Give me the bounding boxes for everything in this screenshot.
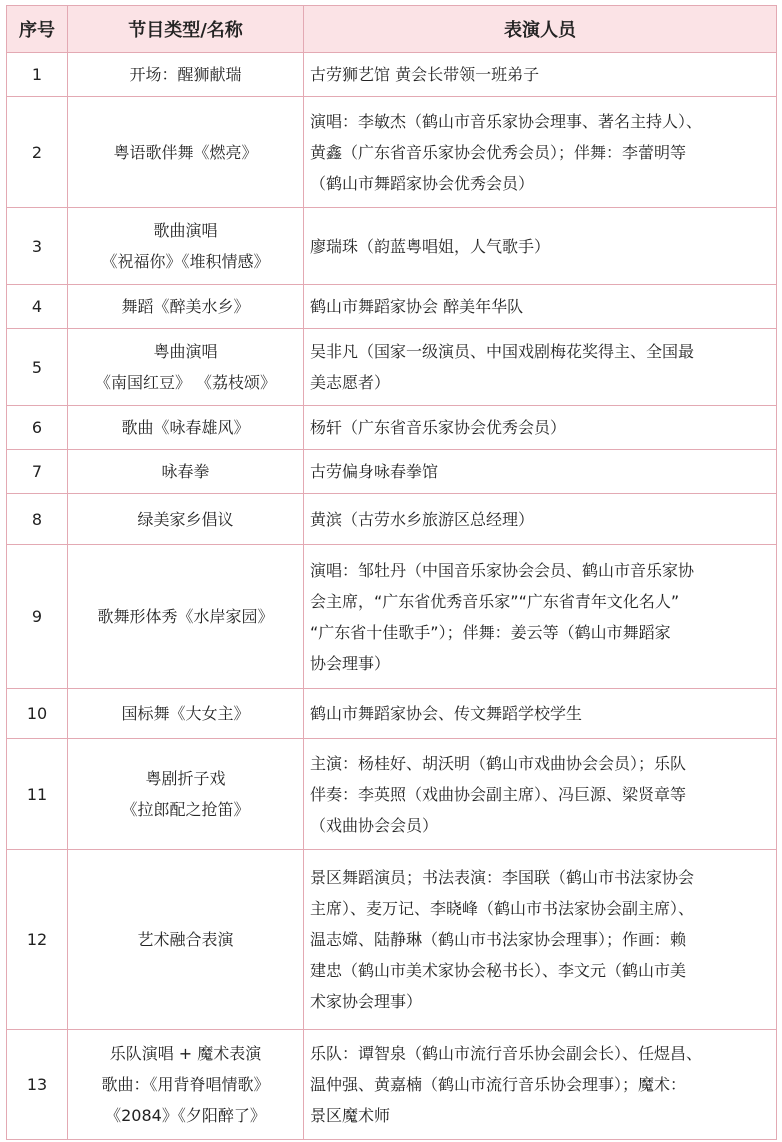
row-number: 6 bbox=[7, 406, 68, 450]
performers-cell bbox=[304, 285, 777, 329]
program-name-cell bbox=[68, 208, 304, 285]
table-row bbox=[7, 494, 777, 545]
program-name-cell bbox=[68, 450, 304, 494]
performers-line: “广东省十佳歌手”）；伴舞：姜云等（鹤山市舞蹈家 bbox=[310, 622, 671, 642]
program-name-line: 《拉郎配之抢笛》 bbox=[121, 800, 250, 819]
program-name-line: 粤剧折子戏 bbox=[145, 769, 226, 788]
performers-cell bbox=[304, 97, 777, 208]
table-row bbox=[7, 53, 777, 97]
performers-line: 伴奏：李英照（戏曲协会副主席）、冯巨源、梁贤章等 bbox=[310, 784, 687, 804]
table-row bbox=[7, 1030, 777, 1140]
performers-line: 鹤山市舞蹈家协会 醉美年华队 bbox=[310, 297, 524, 316]
performers-line: 建忠（鹤山市美术家协会秘书长）、李文元（鹤山市美 bbox=[310, 961, 687, 980]
program-name-cell bbox=[68, 329, 304, 406]
table-row bbox=[7, 406, 777, 450]
performers-line: 美志愿者） bbox=[310, 373, 391, 392]
row-number: 10 bbox=[7, 689, 68, 739]
performers-line: （鹤山市舞蹈家协会优秀会员） bbox=[310, 173, 535, 193]
performers-cell bbox=[304, 329, 777, 406]
performers-cell bbox=[304, 494, 777, 545]
performers-line: 乐队：谭智泉（鹤山市流行音乐协会副会长）、任煜昌、 bbox=[310, 1044, 703, 1063]
performers-line: 吴非凡（国家一级演员、中国戏剧梅花奖得主、全国最 bbox=[310, 342, 695, 361]
performers-line: 温志嫦、陆静琳（鹤山市书法家协会理事）；作画：赖 bbox=[310, 930, 687, 949]
program-name-cell bbox=[68, 1030, 304, 1140]
performers-cell bbox=[304, 739, 777, 850]
table-row bbox=[7, 450, 777, 494]
table-row bbox=[7, 97, 777, 208]
performers-line: 黄滨（古劳水乡旅游区总经理） bbox=[310, 509, 535, 529]
performers-cell bbox=[304, 208, 777, 285]
performers-cell bbox=[304, 850, 777, 1030]
performers-line: 景区魔术师 bbox=[310, 1106, 391, 1125]
program-name-line: 舞蹈《醉美水乡》 bbox=[121, 297, 250, 316]
performers-line: 鹤山市舞蹈家协会、传文舞蹈学校学生 bbox=[310, 704, 583, 723]
program-name-line: 开场：醒狮献瑞 bbox=[129, 65, 242, 84]
program-name-cell bbox=[68, 689, 304, 739]
header-no: 序号 bbox=[7, 6, 68, 53]
row-number: 7 bbox=[7, 450, 68, 494]
performers-line: 主席）、麦万记、李晓峰（鹤山市书法家协会副主席）、 bbox=[310, 899, 695, 918]
program-name-cell bbox=[68, 285, 304, 329]
row-number: 12 bbox=[7, 850, 68, 1030]
performers-line: 温仲强、黄嘉楠（鹤山市流行音乐协会理事）；魔术： bbox=[310, 1075, 687, 1094]
table-row bbox=[7, 545, 777, 689]
row-number: 2 bbox=[7, 97, 68, 208]
performers-line: 协会理事） bbox=[310, 653, 391, 673]
program-table bbox=[6, 5, 777, 1140]
program-name-line: 粤语歌伴舞《燃亮》 bbox=[113, 142, 258, 162]
program-name-line: 绿美家乡倡议 bbox=[137, 509, 234, 529]
program-name-line: 粤曲演唱 bbox=[153, 342, 218, 361]
row-number: 5 bbox=[7, 329, 68, 406]
row-number: 1 bbox=[7, 53, 68, 97]
row-number: 9 bbox=[7, 545, 68, 689]
performers-cell bbox=[304, 689, 777, 739]
program-name-line: 艺术融合表演 bbox=[137, 930, 234, 949]
program-name-line: 歌曲：《用背脊唱情歌》 bbox=[101, 1075, 270, 1094]
row-number: 8 bbox=[7, 494, 68, 545]
program-name-line: 歌曲《咏春雄风》 bbox=[121, 418, 250, 437]
program-name-cell bbox=[68, 494, 304, 545]
program-rows bbox=[7, 53, 777, 1140]
program-name-cell bbox=[68, 545, 304, 689]
table-row bbox=[7, 285, 777, 329]
performers-line: 古劳偏身咏春拳馆 bbox=[310, 462, 439, 481]
program-name-cell bbox=[68, 739, 304, 850]
performers-cell bbox=[304, 53, 777, 97]
performers-line: 景区舞蹈演员；书法表演：李国联（鹤山市书法家协会 bbox=[310, 868, 695, 887]
performers-line: 演唱：邹牡丹（中国音乐家协会会员、鹤山市音乐家协 bbox=[310, 560, 695, 580]
performers-line: 黄鑫（广东省音乐家协会优秀会员）；伴舞：李蕾明等 bbox=[310, 142, 687, 162]
program-name-line: 歌曲演唱 bbox=[153, 221, 218, 240]
table-row bbox=[7, 739, 777, 850]
performers-line: 会主席，“广东省优秀音乐家”“广东省青年文化名人” bbox=[310, 591, 680, 611]
program-name-line: 乐队演唱 + 魔术表演 bbox=[109, 1044, 262, 1063]
table-row bbox=[7, 850, 777, 1030]
program-name-cell bbox=[68, 850, 304, 1030]
row-number: 11 bbox=[7, 739, 68, 850]
row-number: 13 bbox=[7, 1030, 68, 1140]
program-name-cell bbox=[68, 97, 304, 208]
table-row bbox=[7, 689, 777, 739]
performers-line: 杨轩（广东省音乐家协会优秀会员） bbox=[310, 418, 567, 437]
program-name-line: 国标舞《大女主》 bbox=[121, 704, 250, 723]
header-program: 节目类型/名称 bbox=[68, 6, 304, 53]
program-name-cell bbox=[68, 406, 304, 450]
performers-cell bbox=[304, 450, 777, 494]
performers-line: 廖瑞珠（韵蓝粤唱姐，人气歌手） bbox=[310, 236, 551, 256]
performers-cell bbox=[304, 406, 777, 450]
header-row bbox=[7, 6, 777, 53]
table-row bbox=[7, 208, 777, 285]
row-number: 3 bbox=[7, 208, 68, 285]
table-row bbox=[7, 329, 777, 406]
program-name-line: 咏春拳 bbox=[161, 462, 210, 481]
row-number: 4 bbox=[7, 285, 68, 329]
performers-cell bbox=[304, 545, 777, 689]
performers-line: 演唱：李敏杰（鹤山市音乐家协会理事、著名主持人）、 bbox=[310, 111, 703, 131]
program-name-line: 《祝福你》《堆积情感》 bbox=[101, 252, 270, 271]
performers-line: 主演：杨桂好、胡沃明（鹤山市戏曲协会会员）；乐队 bbox=[310, 753, 687, 773]
program-name-line: 《2084》《夕阳醉了》 bbox=[105, 1106, 266, 1125]
header-performers: 表演人员 bbox=[304, 6, 777, 53]
program-name-cell bbox=[68, 53, 304, 97]
performers-cell bbox=[304, 1030, 777, 1140]
performers-line: 古劳狮艺馆 黄会长带领一班弟子 bbox=[310, 65, 540, 84]
performers-line: （戏曲协会会员） bbox=[310, 815, 439, 835]
program-name-line: 歌舞形体秀《水岸家园》 bbox=[97, 607, 274, 626]
program-name-line: 《南国红豆》 《荔枝颂》 bbox=[94, 373, 277, 392]
performers-line: 术家协会理事） bbox=[310, 992, 423, 1011]
